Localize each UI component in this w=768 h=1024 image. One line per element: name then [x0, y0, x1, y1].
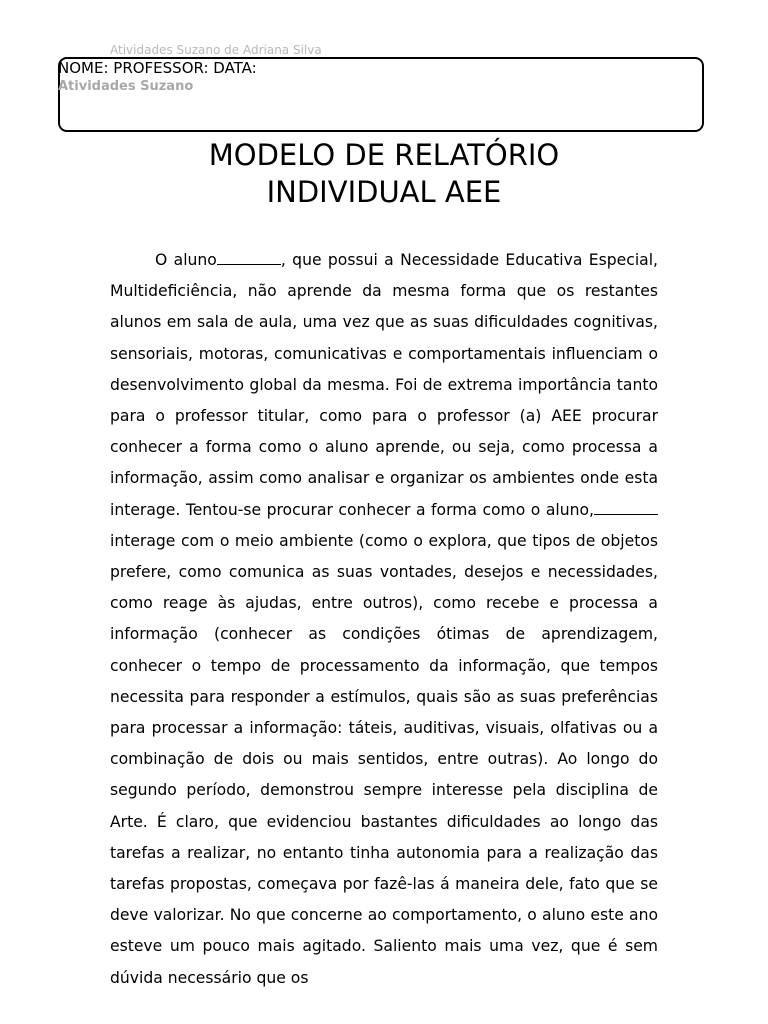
- body-part-3: interage com o meio ambiente (como o explora, que tipos de objetos prefere, como comunica as suas vontades, desejos e necessidades, como reage às ajudas, entre outros), como recebe e processa a informação (conhecer as condições ótimas de aprendizagem, conhecer o tempo de processamento da informação, que tempos necessita para responder a estímulos, quais são as suas preferências para processar a informação: táteis, auditivas, visuais, olfativas ou a combinação de dois ou mais sentidos, entre outras). Ao longo do segundo período, demonstrou sempre interesse pela disciplina de Arte. É claro, que evidenciou bastantes dificuldades ao longo das tarefas a realizar, no entanto tinha autonomia para a realização das tarefas propostas, começava por fazê-las á maneira dele, fato que se deve valorizar. No que concerne ao comportamento, o aluno este ano esteve um pouco mais agitado. Saliento mais uma vez, que é sem dúvida necessário que os: [110, 531, 658, 987]
- watermark-box: Atividades Suzano: [58, 79, 194, 94]
- header-label: NOME: PROFESSOR: DATA:: [58, 59, 257, 77]
- title-line-2: INDIVIDUAL AEE: [266, 175, 502, 209]
- body-part-1: O aluno: [155, 251, 217, 269]
- report-body: [110, 245, 658, 994]
- body-part-2: , que possui a Necessidade Educativa Especial, Multideficiência, não aprende da mesma forma que os restantes alunos em sala de aula, uma vez que as suas dificuldades cognitivas, sensoriais, motoras, comunicativas e comportamentais influenciam o desenvolvimento global da mesma. Foi de extrema importância tanto para o professor titular, como para o professor (a) AEE procurar conhecer a forma como o aluno aprende, ou seja, como processa a informação, assim como analisar e organizar os ambientes onde esta interage. Tentou-se procurar conhecer a forma como o aluno,: [110, 251, 658, 519]
- title-line-1: MODELO DE RELATÓRIO: [208, 138, 560, 172]
- student-name-blank-1: [217, 249, 281, 265]
- student-name-blank-2: [594, 499, 658, 515]
- page-title: [0, 137, 768, 211]
- watermark-top: Atividades Suzano de Adriana Silva: [110, 43, 322, 57]
